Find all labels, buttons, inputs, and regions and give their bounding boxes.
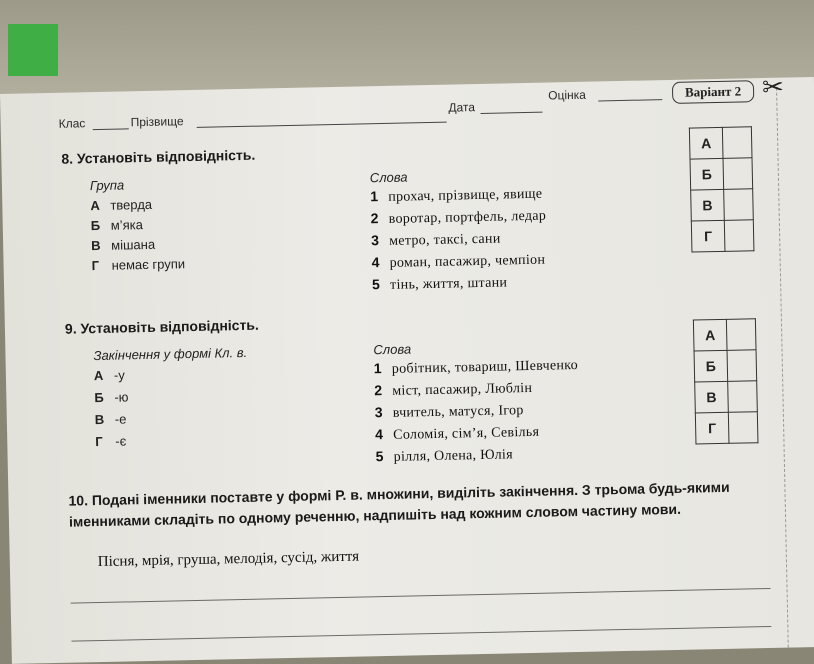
grid-letter: А <box>689 127 723 159</box>
q9-word-row: 4 Соломія, сім’я, Севілья <box>375 424 540 443</box>
grid-letter: Г <box>695 412 729 444</box>
grid-letter: Г <box>691 220 725 252</box>
q9-word-row: 5 рілля, Олена, Юлія <box>375 447 514 465</box>
worksheet-page <box>0 71 814 664</box>
q8-word-row: 4 роман, пасажир, чемпіон <box>371 252 546 271</box>
date-field[interactable] <box>481 112 543 114</box>
grid-letter: Б <box>694 350 728 382</box>
grid-letter: Б <box>690 158 724 190</box>
q9-left-item: В -е <box>94 411 127 428</box>
q10-instructions: 10. Подані іменники поставте у формі Р. в. множини, виділіть закінчення. З трьома будь-якими іменниками складіть по одному реченню, надпишіть над кожним словом частину мови. <box>68 478 730 530</box>
q8-left-item: А тверда <box>90 196 153 214</box>
answer-cell[interactable] <box>724 189 754 221</box>
answer-line[interactable] <box>71 588 771 604</box>
answer-cell[interactable] <box>722 127 752 159</box>
answer-cell[interactable] <box>723 158 753 190</box>
class-field[interactable] <box>93 128 129 130</box>
q9-left-caption: Закінчення у формі Кл. в. <box>93 344 248 364</box>
q9-word-row: 2 міст, пасажир, Люблін <box>374 380 533 399</box>
date-label: Дата <box>448 100 476 115</box>
grid-letter: В <box>691 189 725 221</box>
q9-word-row: 3 вчитель, матуся, Ігор <box>374 403 524 421</box>
answer-cell[interactable] <box>726 319 756 351</box>
q8-right-caption: Слова <box>369 169 408 186</box>
q8-left-item: Г немає групи <box>91 256 186 274</box>
q9-left-item: А -у <box>93 367 125 384</box>
answer-line[interactable] <box>71 626 771 642</box>
answer-cell[interactable] <box>728 381 758 413</box>
variant-badge: Варіант 2 <box>672 80 754 104</box>
q8-answer-grid <box>689 126 755 252</box>
grid-letter: В <box>695 381 729 413</box>
answer-cell[interactable] <box>724 220 754 252</box>
q8-left-item: Б м’яка <box>90 217 144 234</box>
q8-left-item: В мішана <box>91 236 156 254</box>
grid-letter: А <box>693 319 727 351</box>
q8-word-row: 3 метро, таксі, сани <box>370 231 501 249</box>
q9-left-item: Б -ю <box>94 389 129 406</box>
green-page-tab <box>8 24 58 76</box>
q9-word-row: 1 робітник, товариш, Шевченко <box>373 357 579 377</box>
q8-word-row: 1 прохач, прізвище, явище <box>370 186 543 205</box>
answer-cell[interactable] <box>728 412 758 444</box>
q10-nouns: Пісня, мрія, груша, мелодія, сусід, життя <box>97 548 360 571</box>
q8-left-caption: Група <box>89 177 125 194</box>
surname-field[interactable] <box>197 122 447 128</box>
cut-line <box>776 88 789 648</box>
q8-word-row: 5 тінь, життя, штани <box>371 275 508 293</box>
grade-label: Оцінка <box>548 87 586 103</box>
q9-left-item: Г -є <box>95 433 127 450</box>
q8-word-row: 2 воротар, портфель, ледар <box>370 208 547 227</box>
class-label: Клас <box>58 116 86 131</box>
q9-answer-grid <box>693 318 759 444</box>
q8-title: 8. Установіть відповідність. <box>61 146 256 167</box>
q9-title: 9. Установіть відповідність. <box>64 316 259 337</box>
scissors-icon: ✂ <box>761 71 785 103</box>
surname-label: Прізвище <box>130 114 184 130</box>
grade-field[interactable] <box>598 99 662 101</box>
answer-cell[interactable] <box>727 350 757 382</box>
q9-right-caption: Слова <box>373 341 412 358</box>
